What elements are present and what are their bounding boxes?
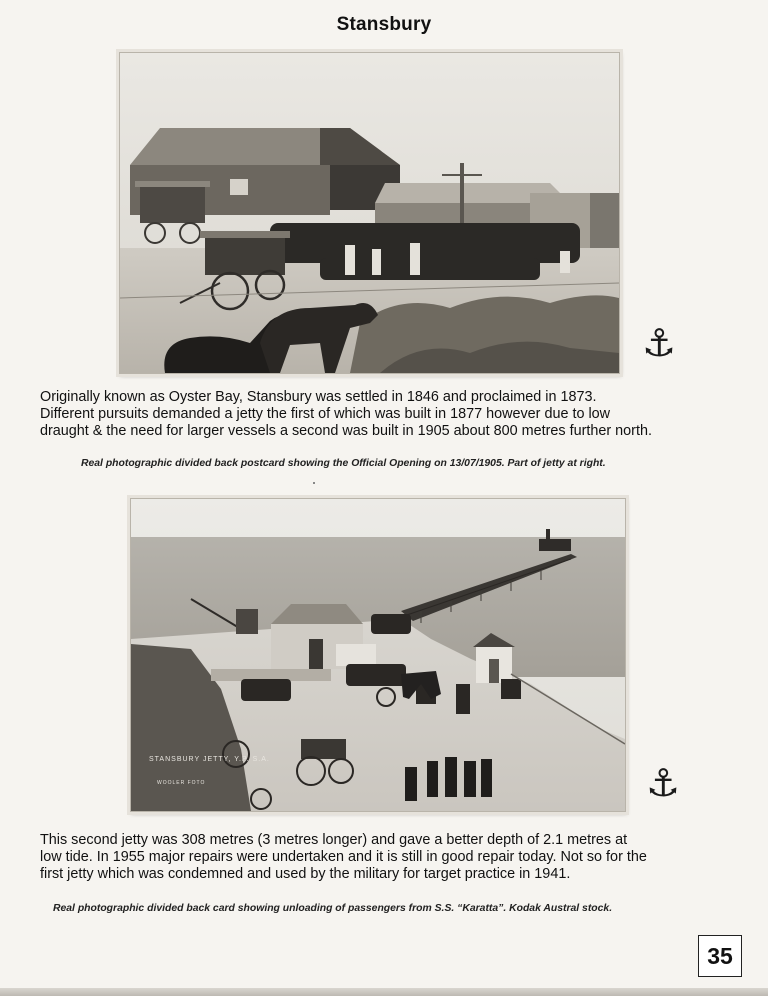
paragraph-line: This second jetty was 308 metres (3 metres longer) and gave a better depth of 2.1 metres at [40,832,628,848]
paragraph-line: first jetty which was condemned and used by the military for target practice in 1941. [40,866,571,882]
jetty-photo-image [131,499,625,811]
anchor-icon: ⚓ [642,321,677,365]
paper-speck [313,482,315,484]
photo-imprint-2: WOOLER FOTO [157,780,206,786]
photo-caption-2: Real photographic divided back card showing unloading of passengers from S.S. “Karatta”. Kodak Austral stock. [53,903,613,914]
history-paragraph-2 [40,832,730,883]
page-number: 35 [698,935,742,977]
opening-photo-image [120,53,619,373]
postcard-photo-opening [119,52,620,374]
photo-imprint: STANSBURY JETTY, Y.P. S.A. [149,756,270,763]
history-paragraph-1 [40,389,730,440]
postcard-photo-jetty [130,498,626,812]
paragraph-line: Originally known as Oyster Bay, Stansbury was settled in 1846 and proclaimed in 1873. [40,389,597,405]
paragraph-line: draught & the need for larger vessels a second was built in 1905 about 800 metres further north. [40,423,652,439]
page-title: Stansbury [336,14,432,35]
photo-caption-1: Real photographic divided back postcard showing the Official Opening on 13/07/1905. Part of jetty at right. [81,458,606,469]
paragraph-line: Different pursuits demanded a jetty the first of which was built in 1877 however due to low [40,406,611,422]
page-edge [0,988,768,996]
paragraph-line: low tide. In 1955 major repairs were undertaken and it is still in good repair today. Not so for the [40,849,647,865]
anchor-icon: ⚓ [646,761,681,805]
